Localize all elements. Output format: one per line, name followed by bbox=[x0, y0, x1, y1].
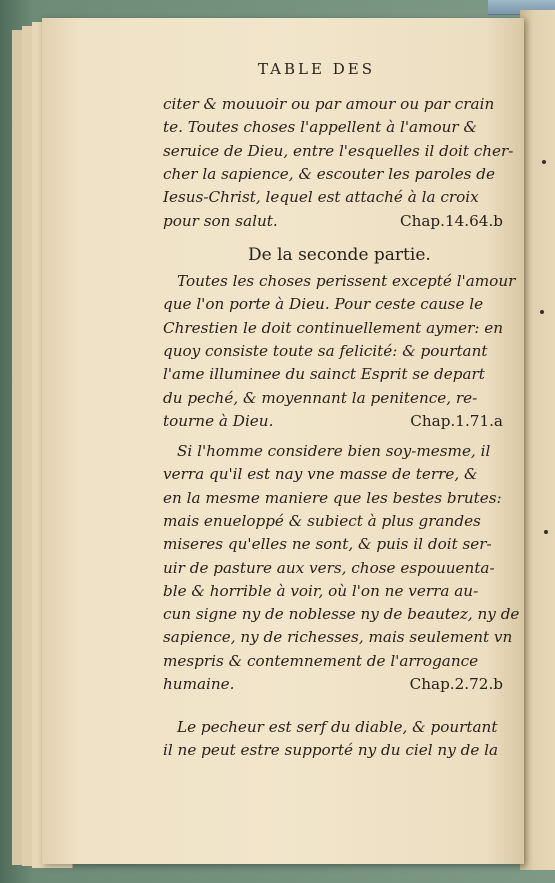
text-line: te. Toutes choses l'appellent à l'amour & bbox=[163, 118, 478, 137]
text-line: Toutes les choses perissent excepté l'amour bbox=[177, 272, 516, 290]
text-line: il ne peut estre supporté ny du ciel ny de la bbox=[163, 741, 499, 760]
text-line: Chrestien le doit continuellement aymer: en bbox=[163, 318, 504, 337]
text-line: sapience, ny de richesses, mais seulement vn bbox=[163, 628, 513, 647]
chapter-reference: Chap.1.71.a bbox=[410, 411, 503, 430]
text-line: cher la sapience, & escouter les paroles de bbox=[163, 164, 496, 183]
text-line: mais enueloppé & subiect à plus grandes bbox=[163, 511, 481, 530]
text-line: ble & horrible à voir, où l'on ne verra au- bbox=[163, 581, 479, 600]
text-line: Le pecheur est serf du diable, & pourtant bbox=[177, 718, 498, 736]
text-line: tourne à Dieu. bbox=[163, 411, 274, 430]
text-line: Iesus-Christ, lequel est attaché à la croix bbox=[163, 188, 479, 207]
text-line: humaine. bbox=[163, 675, 235, 693]
chapter-reference: Chap.14.64.b bbox=[399, 211, 503, 230]
text-line: miseres qu'elles ne sont, & puis il doit ser- bbox=[163, 535, 492, 554]
text-line: citer & mouuoir ou par amour ou par crain bbox=[163, 95, 495, 113]
chapter-reference: Chap.2.72.b bbox=[409, 675, 503, 693]
text-line: que l'on porte à Dieu. Pour ceste cause le bbox=[163, 295, 484, 314]
text-line: pour son salut. bbox=[163, 211, 278, 230]
paragraph-3 bbox=[163, 442, 520, 698]
text-line: uir de pasture aux vers, chose espouuenta- bbox=[163, 558, 495, 577]
next-page-edge bbox=[520, 10, 555, 870]
text-line: cun signe ny de noblesse ny de beautez, ny de bbox=[163, 605, 520, 624]
paragraph-2 bbox=[163, 272, 516, 435]
section-heading: De la seconde partie. bbox=[248, 245, 431, 265]
paragraph-4 bbox=[163, 718, 503, 765]
running-header: TABLE DES bbox=[258, 60, 375, 78]
text-line: Si l'homme considere bien soy-mesme, il bbox=[177, 442, 491, 460]
text-line: l'ame illuminee du sainct Esprit se depart bbox=[163, 365, 485, 384]
text-line: du peché, & moyennant la penitence, re- bbox=[163, 388, 478, 407]
text-line: seruice de Dieu, entre l'esquelles il doit cher- bbox=[163, 141, 514, 160]
text-line: mespris & contemnement de l'arrogance bbox=[163, 651, 479, 670]
text-line: en la mesme maniere que les bestes brutes: bbox=[163, 488, 502, 507]
paragraph-1 bbox=[163, 95, 514, 235]
text-line: quoy consiste toute sa felicité: & pourtant bbox=[163, 341, 488, 360]
text-line: verra qu'il est nay vne masse de terre, & bbox=[163, 465, 478, 484]
